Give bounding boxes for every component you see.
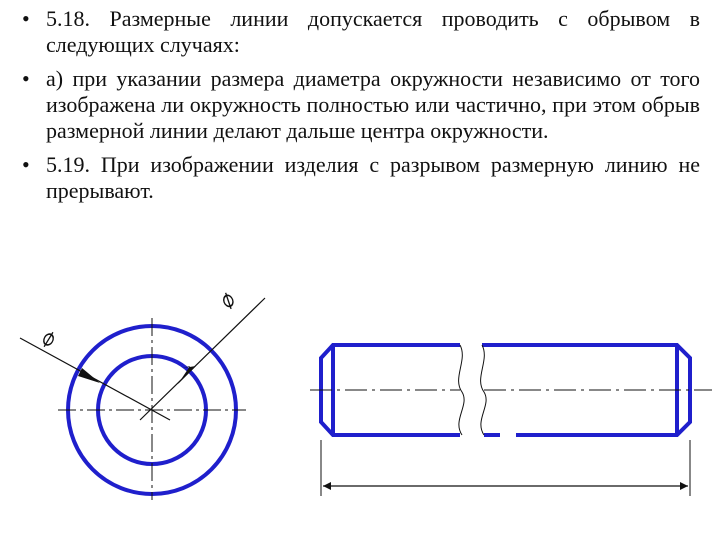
shaft-drawing xyxy=(310,345,712,496)
diameter-symbol-inner: ⌀ xyxy=(211,290,241,312)
circle-drawing xyxy=(20,288,265,500)
bullet-item-5-19: • 5.19. При изображении изделия с разрывом размерную линию не прерывают. xyxy=(22,152,700,204)
bullet-item-5-18: • 5.18. Размерные линии допускается проводить с обрывом в следующих случаях: xyxy=(22,6,700,58)
diameter-symbol-outer: ⌀ xyxy=(36,323,58,353)
bullet-item-a: • а) при указании размера диаметра окружности независимо от того изображена ли окружность полностью или частично, при этом обрыв размерной линии делают дальше центра окружности. xyxy=(22,66,700,144)
inner-diameter-dimension-line xyxy=(140,298,265,420)
outer-diameter-arrow xyxy=(78,368,100,383)
